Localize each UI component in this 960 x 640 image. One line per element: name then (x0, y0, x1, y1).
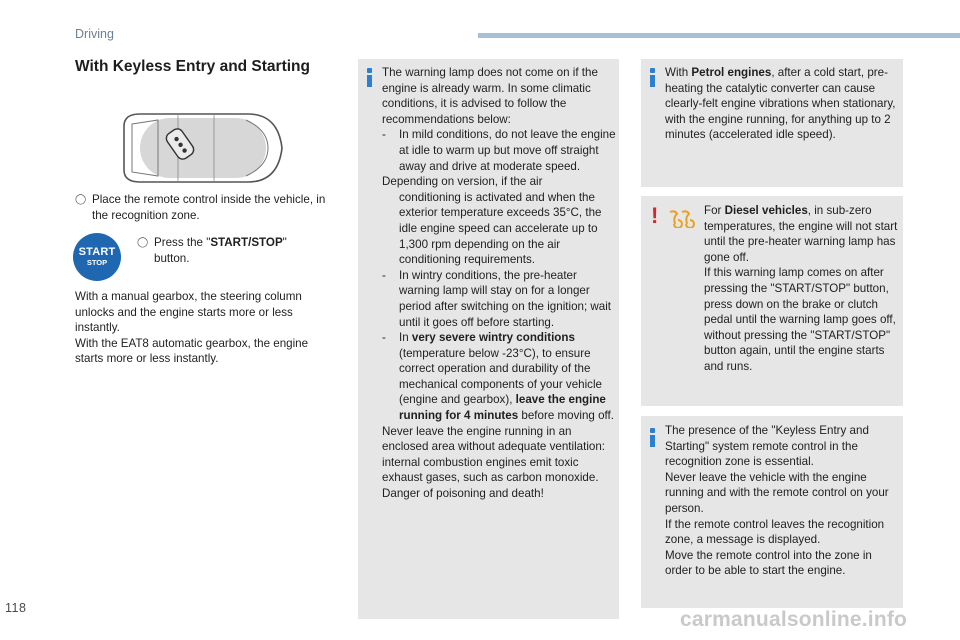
info-icon (649, 68, 656, 87)
stop-label: STOP (86, 258, 108, 268)
list-item: - In wintry conditions, the pre-heater warning lamp will stay on for a longer period after switching on the ignition; wait until it goes off before starting. (382, 268, 612, 329)
warning-exclamation-icon: ! (651, 203, 659, 228)
list-item: - In mild conditions, do not leave the engine at idle to warm up but move off straight away and drive at moderate speed. (382, 128, 616, 173)
petrol-engines-text: With Petrol engines, after a cold start, pre-heating the catalytic converter can cause clearly-felt engine vibrations when stationary, with the engine running, for anything up to 2 minutes (accelerated idle speed). (665, 66, 896, 142)
step-press-start (137, 235, 307, 266)
step-place-remote (75, 192, 333, 223)
step-press-text-b: " button. (154, 236, 287, 265)
warning-lamp-text (382, 65, 616, 502)
bullet-icon: ◯ (137, 237, 149, 248)
enclosed-area-warning: Never leave the engine running in an enclosed area without adequate ventilation: internal combustion engines emit toxic exhaust gases, such as carbon monoxide. Danger of poisoning and death! (382, 424, 606, 501)
manual-gearbox-note: With a manual gearbox, the steering column unlocks and the engine starts more or less instantly. (75, 290, 302, 335)
header-bar (478, 33, 960, 38)
list-item: conditioning is activated and when the exterior temperature exceeds 35°C, the idle engine speed can accelerate up to 1,300 rpm depending on the air conditioning requirements. (399, 190, 602, 267)
automatic-gearbox-note: With the EAT8 automatic gearbox, the engine starts more or less instantly. (75, 336, 309, 366)
step-press-text-a: Press the " (154, 236, 211, 249)
diesel-lamp-instructions: If this warning lamp comes on after pressing the "START/STOP" button, press down on the brake or clutch pedal until the warning lamp goes off, without pressing the "START/STOP" button again, until the engine starts and runs. (704, 266, 896, 373)
keyless-move-remote-note: Move the remote control into the zone in order to be able to start the engine. (665, 548, 872, 578)
list-item-lead: Depending on version, if the air (382, 175, 543, 189)
warning-lamp-intro: The warning lamp does not come on if the engine is already warm. In some climatic conditions, it is advised to follow the recommendations below: (382, 66, 598, 126)
watermark: carmanualsonline.info (680, 608, 908, 631)
keyless-message-note: If the remote control leaves the recognition zone, a message is displayed. (665, 517, 885, 547)
info-icon (649, 428, 656, 447)
page-title: With Keyless Entry and Starting (75, 58, 310, 75)
step-press-text-bold: START/STOP (210, 236, 283, 249)
keyless-presence-note: The presence of the "Keyless Entry and Starting" system remote control in the recognition zone is essential. (665, 424, 869, 469)
start-stop-button[interactable] (73, 233, 121, 281)
recommendations-list (382, 127, 616, 174)
bullet-icon: ◯ (75, 194, 87, 205)
glow-plug-warning-icon (667, 208, 697, 228)
info-icon (366, 68, 373, 87)
page-number: 118 (5, 601, 27, 615)
header-section-label: Driving (75, 27, 114, 41)
gearbox-notes (75, 289, 330, 367)
keyless-leave-vehicle-note: Never leave the vehicle with the engine running and with the remote control on your person. (665, 470, 889, 515)
step-place-remote-text: Place the remote control inside the vehicle, in the recognition zone. (92, 193, 326, 222)
car-recognition-zone-illustration (118, 110, 286, 186)
start-label: START (78, 246, 116, 259)
diesel-vehicles-text: For Diesel vehicles, in sub-zero temperatures, the engine will not start until the pre-heater warning lamp has gone off. (704, 204, 898, 264)
list-item: - In very severe wintry conditions (temperature below -23°C), to ensure correct operation and durability of the mechanical components of your vehicle (engine and gearbox), leave the engine running for 4 minutes before moving off. (382, 331, 614, 423)
